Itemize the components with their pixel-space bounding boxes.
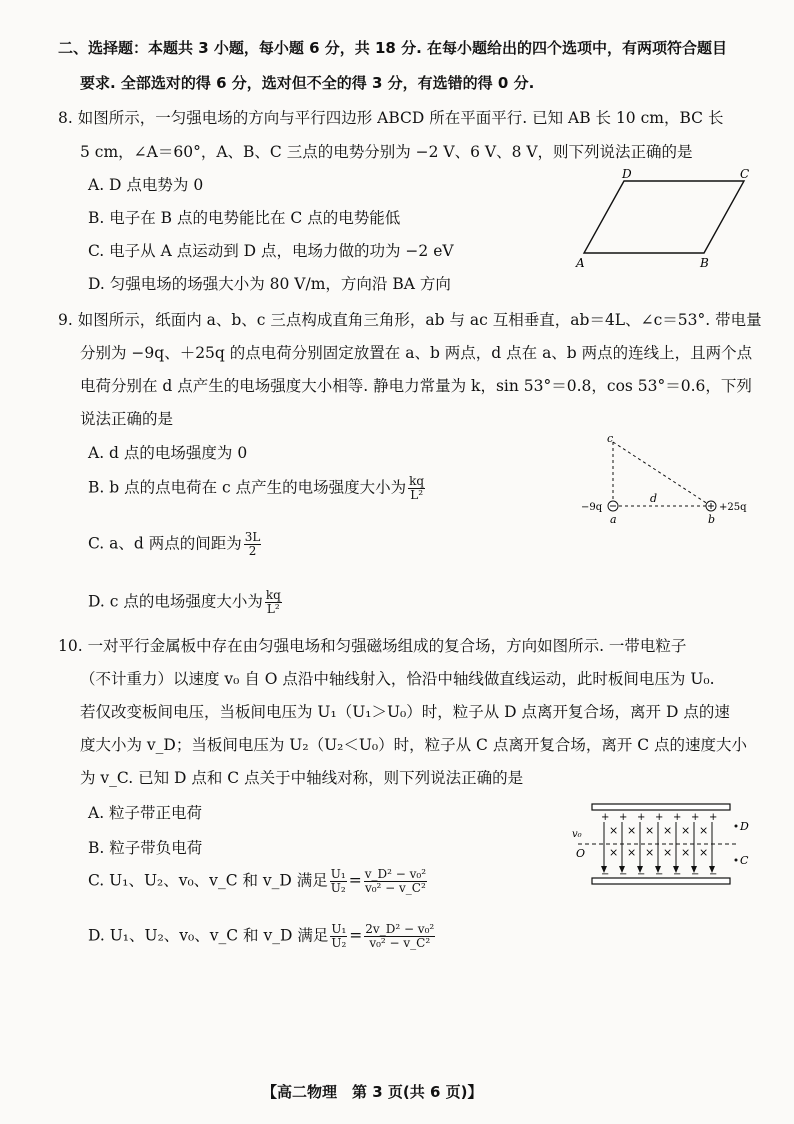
magnetic-field-cross-icon: × xyxy=(627,846,637,859)
frac-den: v₀² − v_C² xyxy=(364,881,426,895)
plate-minus-sign: − xyxy=(655,869,664,880)
label-a: A xyxy=(576,256,585,270)
plate-minus-sign: − xyxy=(637,869,646,880)
q10-option-c-right-fraction xyxy=(364,868,427,895)
field-lines-group xyxy=(601,812,717,880)
q9-option-d xyxy=(88,589,284,616)
q9-option-d-fraction xyxy=(265,589,282,616)
q9-option-c xyxy=(88,531,263,558)
q9-option-c-text: C. a、d 两点的间距为 xyxy=(88,534,242,553)
q10-stem-line2: （不计重力）以速度 v₀ 自 O 点沿中轴线射入，恰沿中轴线做直线运动，此时板间电压为 U₀. xyxy=(80,670,715,688)
q9-option-d-text: D. c 点的电场强度大小为 xyxy=(88,592,263,611)
q9-stem-line2: 分别为 −9q、＋25q 的点电荷分别固定放置在 a、b 两点，d 点在 a、b 两点的连线上，且两个点 xyxy=(80,344,753,362)
frac-num: U₁ xyxy=(331,922,347,936)
q8-option-c: C. 电子从 A 点运动到 D 点，电场力做的功为 −2 eV xyxy=(88,242,454,260)
q10-option-d-right-fraction xyxy=(364,923,435,950)
point-d-dot xyxy=(735,825,738,828)
page-footer: 【高二物理 第 3 页(共 6 页)】 xyxy=(262,1083,483,1101)
label-b: b xyxy=(708,513,716,526)
q9-stem-line1: 9. 如图所示，纸面内 a、b、c 三点构成直角三角形，ab 与 ac 互相垂直，ab＝4L、∠c＝53°. 带电量 xyxy=(58,311,762,329)
frac-den: U₂ xyxy=(331,936,347,950)
q10-option-d xyxy=(88,923,437,950)
label-d: D xyxy=(740,820,749,833)
parallelogram-abcd xyxy=(584,181,744,253)
plate-plus-sign: + xyxy=(673,812,682,823)
frac-num: kq xyxy=(265,588,281,602)
point-c-dot xyxy=(735,859,738,862)
frac-den: L² xyxy=(266,602,280,616)
label-a: a xyxy=(610,513,617,526)
frac-den: v₀² − v_C² xyxy=(369,936,431,950)
equals-sign: = xyxy=(349,926,363,945)
frac-num: kq xyxy=(409,474,425,488)
q10-stem-line5: 为 v_C. 已知 D 点和 C 点关于中轴线对称，则下列说法正确的是 xyxy=(80,769,524,787)
q8-option-b: B. 电子在 B 点的电势能比在 C 点的电势能低 xyxy=(88,209,401,227)
q10-option-a: A. 粒子带正电荷 xyxy=(88,804,203,822)
q8-option-d: D. 匀强电场的场强大小为 80 V/m，方向沿 BA 方向 xyxy=(88,275,451,293)
label-b: B xyxy=(700,256,709,270)
plate-minus-sign: − xyxy=(673,869,682,880)
q9-option-b-fraction xyxy=(408,475,425,502)
plate-plus-sign: + xyxy=(709,812,718,823)
q10-stem-line4: 度大小为 v_D；当板间电压为 U₂（U₂＜U₀）时，粒子从 C 点离开复合场，离开 C 点的速度大小 xyxy=(80,736,748,754)
q9-option-b xyxy=(88,475,427,502)
label-charge-b: +25q xyxy=(719,502,747,513)
q8-option-a: A. D 点电势为 0 xyxy=(88,176,204,194)
q9-option-a: A. d 点的电场强度为 0 xyxy=(88,444,248,462)
equals-sign: = xyxy=(348,871,362,890)
magnetic-field-cross-icon: × xyxy=(699,846,709,859)
frac-num: 2v_D² − v₀² xyxy=(365,922,435,936)
frac-num: 3L xyxy=(244,530,261,544)
q9-stem-line4: 说法正确的是 xyxy=(80,410,174,428)
q10-option-d-left-fraction xyxy=(330,923,347,950)
magnetic-field-cross-icon: × xyxy=(663,846,673,859)
magnetic-field-cross-icon: × xyxy=(645,846,655,859)
frac-den: U₂ xyxy=(330,881,346,895)
section-heading-line2: 要求. 全部选对的得 6 分，选对但不全的得 3 分，有选错的得 0 分. xyxy=(80,74,535,92)
frac-num: v_D² − v₀² xyxy=(364,867,427,881)
magnetic-field-cross-icon: × xyxy=(663,824,673,837)
label-c: C xyxy=(740,167,750,181)
label-o: O xyxy=(576,847,586,860)
top-plate xyxy=(592,804,730,810)
magnetic-field-cross-icon: × xyxy=(681,824,691,837)
q8-parallelogram-figure xyxy=(570,165,760,275)
q9-option-b-text: B. b 点的点电荷在 c 点产生的电场强度大小为 xyxy=(88,478,407,497)
magnetic-field-cross-icon: × xyxy=(609,846,619,859)
plate-plus-sign: + xyxy=(691,812,700,823)
label-d: D xyxy=(622,167,632,181)
plate-minus-sign: − xyxy=(619,869,628,880)
plate-minus-sign: − xyxy=(709,869,718,880)
plate-minus-sign: − xyxy=(601,869,610,880)
q10-stem-line1: 10. 一对平行金属板中存在由匀强电场和匀强磁场组成的复合场，方向如图所示. 一带电粒子 xyxy=(58,637,687,655)
q10-option-d-text: D. U₁、U₂、v₀、v_C 和 v_D 满足 xyxy=(88,926,329,945)
magnetic-field-cross-icon: × xyxy=(609,824,619,837)
label-c: C xyxy=(740,854,749,867)
q10-option-b: B. 粒子带负电荷 xyxy=(88,839,203,857)
magnetic-field-cross-icon: × xyxy=(681,846,691,859)
line-bc xyxy=(613,442,711,506)
q9-triangle-figure xyxy=(575,430,760,530)
label-charge-a: −9q xyxy=(581,502,603,513)
plate-plus-sign: + xyxy=(619,812,628,823)
plate-plus-sign: + xyxy=(601,812,610,823)
magnetic-field-cross-icon: × xyxy=(699,824,709,837)
q10-option-c xyxy=(88,868,429,895)
plate-minus-sign: − xyxy=(691,869,700,880)
plate-plus-sign: + xyxy=(655,812,664,823)
plate-plus-sign: + xyxy=(637,812,646,823)
label-v0: v₀ xyxy=(572,829,582,840)
label-d: d xyxy=(650,492,658,505)
q10-option-c-text: C. U₁、U₂、v₀、v_C 和 v_D 满足 xyxy=(88,871,328,890)
section-heading-line1: 二、选择题：本题共 3 小题，每小题 6 分，共 18 分. 在每小题给出的四个选项中，有两项符合题目 xyxy=(58,39,728,57)
magnetic-field-cross-icon: × xyxy=(627,824,637,837)
label-c: c xyxy=(607,432,614,445)
q8-stem-line1: 8. 如图所示，一匀强电场的方向与平行四边形 ABCD 所在平面平行. 已知 AB 长 10 cm，BC 长 xyxy=(58,109,724,127)
q10-stem-line3: 若仅改变板间电压，当板间电压为 U₁（U₁＞U₀）时，粒子从 D 点离开复合场，离开 D 点的速 xyxy=(80,703,730,721)
frac-den: L² xyxy=(410,488,423,502)
q9-option-c-fraction xyxy=(244,531,262,558)
q8-stem-line2: 5 cm，∠A＝60°，A、B、C 三点的电势分别为 −2 V、6 V、8 V，则下列说法正确的是 xyxy=(80,143,693,161)
frac-num: U₁ xyxy=(330,867,346,881)
q9-stem-line3: 电荷分别在 d 点产生的电场强度大小相等. 静电力常量为 k，sin 53°＝0.8，cos 53°＝0.6，下列 xyxy=(80,377,752,395)
magnetic-field-cross-icon: × xyxy=(645,824,655,837)
q10-parallel-plates-figure xyxy=(570,800,755,895)
frac-den: 2 xyxy=(248,544,257,558)
q10-option-c-left-fraction xyxy=(330,868,347,895)
